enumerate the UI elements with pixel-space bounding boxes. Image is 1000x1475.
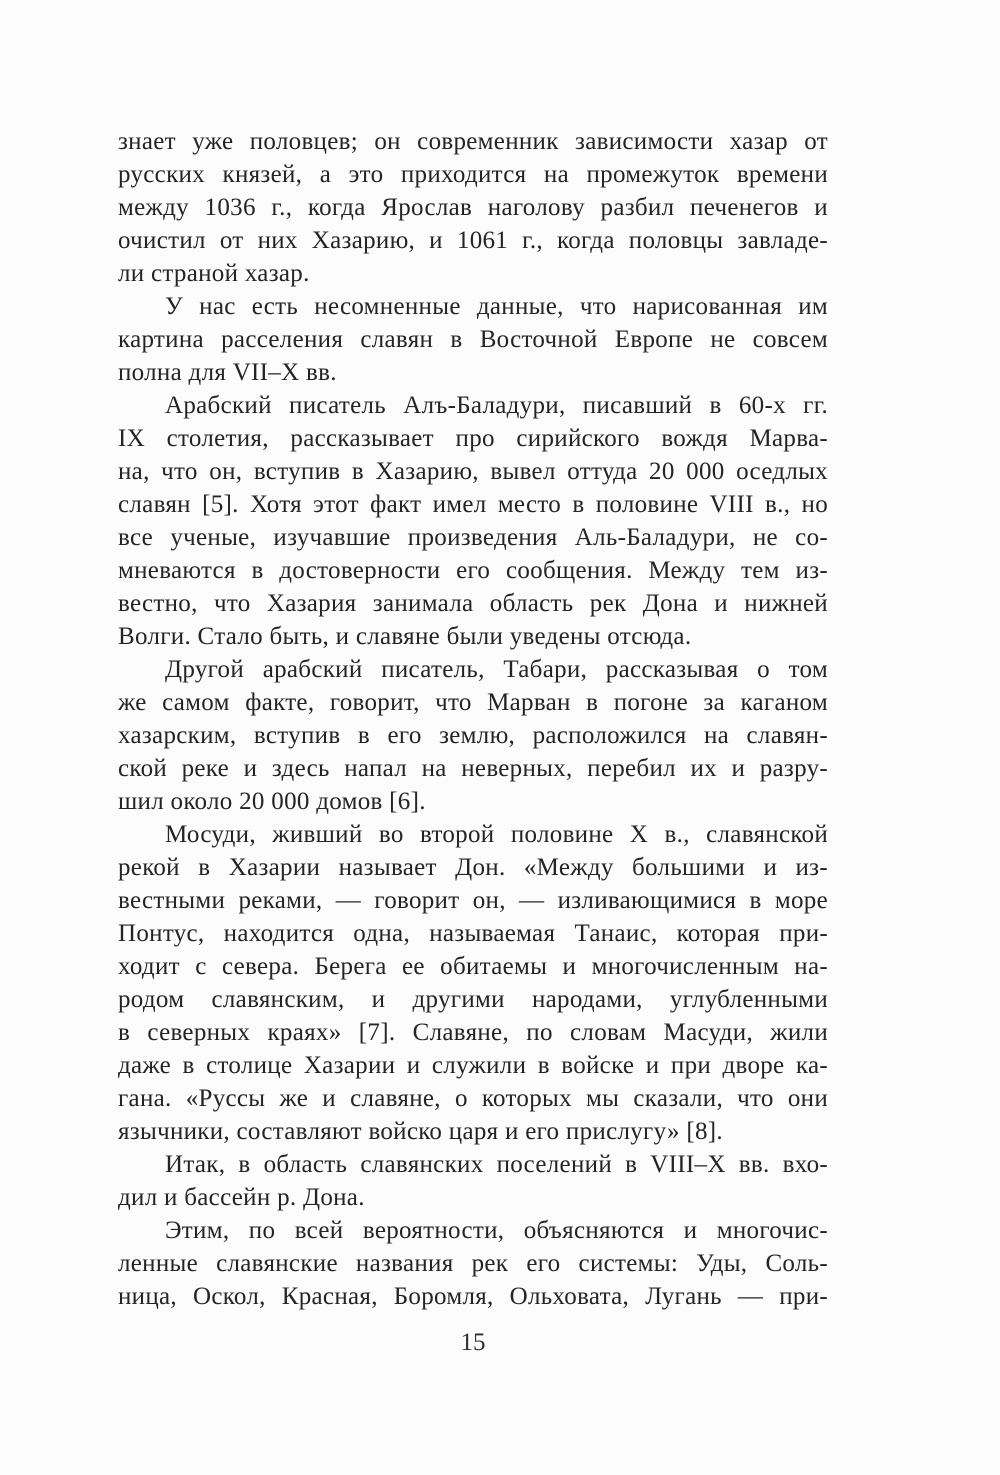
text-line: язычники, составляют войско царя и его прислугу» [8]. [118,1118,723,1145]
text-line: все ученые, изучавшие произведения Аль-Баладури, не со- [118,524,828,551]
text-line: мневаются в достоверности его сообщения. Между тем из- [118,557,828,584]
text-line: Другой арабский писатель, Табари, рассказывая о том [165,656,828,683]
paragraph [118,389,828,653]
page-number: 15 [460,1329,486,1356]
text-line: очистил от них Хазарию, и 1061 г., когда половцы завладе- [118,227,828,254]
paragraph [118,818,828,1148]
text-line: русских князей, а это приходится на промежуток времени [118,161,828,188]
text-line: Мосуди, живший во второй половине X в., славянской [165,821,828,848]
text-block [118,125,828,1313]
text-line: ница, Оскол, Красная, Боромля, Ольховата, Лугань — при- [118,1283,828,1310]
text-line: дил и бассейн р. Дона. [118,1184,365,1211]
text-line: Арабский писатель Алъ-Баладури, писавший в 60-х гг. [165,392,828,419]
text-line: Волги. Стало быть, и славяне были уведены отсюда. [118,623,692,650]
text-line: в северных краях» [7]. Славяне, по словам Масуди, жили [118,1019,828,1046]
text-line: ли страной хазар. [118,260,310,287]
paragraph [118,653,828,818]
text-line: Итак, в область славянских поселений в VIII–X вв. вхо- [165,1151,828,1178]
paragraph [118,1148,828,1214]
text-line: же самом факте, говорит, что Марван в погоне за каганом [118,689,828,716]
text-line: вестными реками, — говорит он, — изливающимися в море [118,887,828,914]
text-line: славян [5]. Хотя этот факт имел место в половине VIII в., но [118,491,828,518]
text-line: родом славянским, и другими народами, углубленными [118,986,828,1013]
text-line: хазарским, вступив в его землю, расположился на славян- [118,722,828,749]
text-line: шил около 20 000 домов [6]. [118,788,426,815]
text-line: Понтус, находится одна, называемая Танаис, которая при- [118,920,828,947]
text-line: на, что он, вступив в Хазарию, вывел оттуда 20 000 оседлых [118,458,828,485]
text-line: ходит с севера. Берега ее обитаемы и многочисленным на- [118,953,828,980]
text-line: вестно, что Хазария занимала область рек Дона и нижней [118,590,828,617]
text-line: между 1036 г., когда Ярослав наголову разбил печенегов и [118,194,828,221]
text-line: У нас есть несомненные данные, что нарисованная им [165,293,828,320]
text-line: знает уже половцев; он современник зависимости хазар от [118,128,828,155]
text-line: картина расселения славян в Восточной Европе не совсем [118,326,828,353]
text-line: ленные славянские названия рек его системы: Уды, Соль- [118,1250,828,1277]
text-line: ской реке и здесь напал на неверных, перебил их и разру- [118,755,828,782]
paragraph [118,1214,828,1313]
paragraph [118,125,828,290]
text-line: полна для VII–X вв. [118,359,337,386]
text-line: рекой в Хазарии называет Дон. «Между большими и из- [118,854,828,881]
text-line: даже в столице Хазарии и служили в войске и при дворе ка- [118,1052,828,1079]
text-line: IX столетия, рассказывает про сирийского вождя Марва- [118,425,828,452]
text-line: гана. «Руссы же и славяне, о которых мы сказали, что они [118,1085,828,1112]
text-line: Этим, по всей вероятности, объясняются и многочис- [165,1217,828,1244]
paragraph [118,290,828,389]
